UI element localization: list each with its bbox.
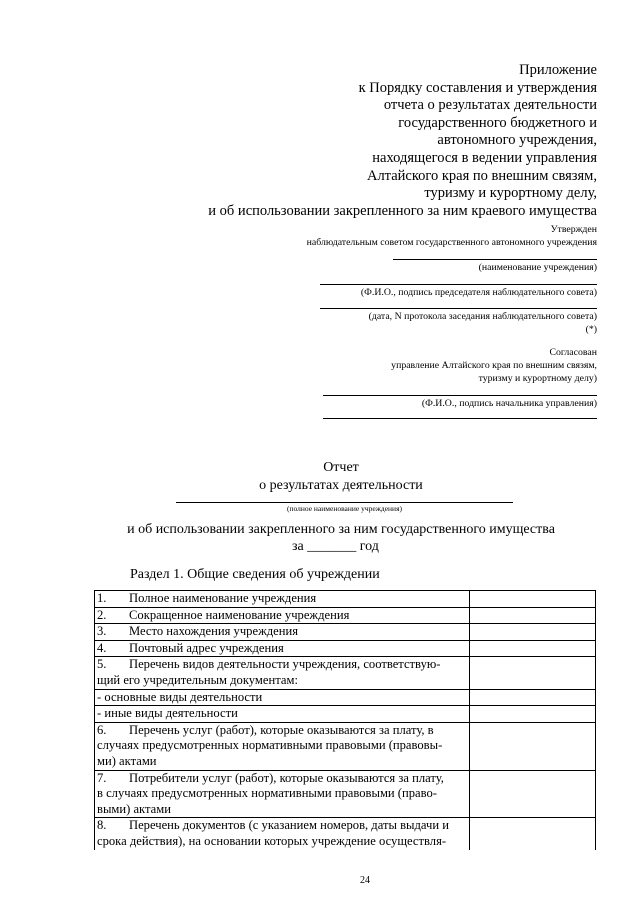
approved-label: Утвержден (550, 224, 597, 235)
appendix-line: туризму и курортному делу, (424, 185, 597, 202)
row-number: 4. (97, 640, 107, 655)
table-cell (95, 770, 470, 818)
table-cell (95, 818, 470, 850)
row-label-cont: в случаях предусмотренных нормативными правовыми (право- (97, 786, 437, 801)
row-label: Место нахождения учреждения (129, 624, 299, 639)
table-cell (95, 624, 470, 641)
row-label-cont: случаях предусмотренных нормативными правовыми (правовы- (97, 738, 443, 753)
signature-line (320, 308, 597, 309)
table-row (95, 770, 596, 818)
report-subtitle: о результатах деятельности (259, 478, 423, 493)
table-value-cell (470, 818, 596, 850)
table-cell (95, 640, 470, 657)
row-number: 8. (97, 818, 107, 833)
row-number: 3. (97, 624, 107, 639)
table-row (95, 657, 596, 689)
table-value-cell (470, 657, 596, 689)
appendix-line: Алтайского края по внешним связям, (366, 167, 597, 184)
table-value-cell (470, 591, 596, 608)
row-label: Потребители услуг (работ), которые оказываются за плату, (129, 770, 444, 785)
table-value-cell (470, 607, 596, 624)
row-label: Сокращенное наименование учреждения (129, 607, 350, 622)
section-title: Раздел 1. Общие сведения об учреждении (130, 567, 380, 582)
appendix-line: находящегося в ведении управления (372, 149, 597, 166)
row-number: 1. (97, 591, 107, 605)
row-label: - иные виды деятельности (97, 706, 238, 721)
row-number: 6. (97, 722, 107, 737)
table-cell (95, 607, 470, 624)
agreed-by-line2: туризму и курортному делу) (478, 373, 597, 384)
row-label: Полное наименование учреждения (129, 591, 317, 605)
table-value-cell (470, 706, 596, 723)
appendix-line: государственного бюджетного и (398, 114, 597, 131)
appendix-line: Приложение (519, 62, 597, 78)
table-value-cell (470, 722, 596, 770)
table-value-cell (470, 624, 596, 641)
agreed-label: Согласован (549, 347, 597, 358)
table-row (95, 624, 596, 641)
row-number: 2. (97, 607, 107, 622)
row-number: 7. (97, 770, 107, 785)
row-label-cont: срока действия), на основании которых учреждение осуществля- (97, 833, 447, 848)
table-value-cell (470, 640, 596, 657)
appendix-line: автономного учреждения, (437, 132, 597, 149)
appendix-header (177, 62, 597, 220)
row-label: Перечень документов (с указанием номеров, даты выдачи и (129, 818, 449, 833)
table-cell (95, 706, 470, 723)
row-label: Перечень видов деятельности учреждения, соответствую- (129, 657, 441, 672)
row-label: Перечень услуг (работ), которые оказываются за плату, в (129, 722, 434, 737)
table-row (95, 591, 596, 608)
period-blank: _______ (307, 539, 357, 554)
table-value-cell (470, 689, 596, 706)
fullname-caption: (полное наименование учреждения) (286, 504, 403, 513)
report-title: Отчет (323, 460, 359, 475)
table-row (95, 818, 596, 850)
appendix-line: и об использовании закрепленного за ним краевого имущества (208, 202, 597, 219)
row-label-cont: щий его учредительным документам: (97, 672, 298, 687)
table-row (95, 706, 596, 723)
row-label: - основные виды деятельности (97, 689, 263, 704)
row-label-cont: ми) актами (97, 753, 157, 768)
protocol-caption: (дата, N протокола заседания наблюдательного совета) (368, 311, 597, 322)
signature-line (320, 284, 597, 285)
table-value-cell (470, 770, 596, 818)
row-label: Почтовый адрес учреждения (129, 640, 284, 655)
appendix-line: к Порядку составления и утверждения (358, 79, 597, 96)
table-cell (95, 591, 470, 608)
appendix-line: отчета о результатах деятельности (383, 97, 597, 114)
chair-caption: (Ф.И.О., подпись председателя наблюдательного совета) (360, 287, 597, 298)
report-period (292, 539, 379, 555)
agreed-by-line1: управление Алтайского края по внешним связям, (391, 360, 597, 371)
period-prefix: за (292, 539, 304, 554)
signature-line (323, 395, 597, 396)
general-info-table (94, 590, 596, 850)
approved-by-text: наблюдательным советом государственного автономного учреждения (306, 237, 597, 248)
row-number: 5. (97, 657, 107, 672)
fullname-line (176, 502, 513, 503)
table-row (95, 722, 596, 770)
table-row (95, 607, 596, 624)
table-cell (95, 722, 470, 770)
asterisk-note: (*) (585, 324, 597, 335)
property-line: и об использовании закрепленного за ним государственного имущества (127, 522, 555, 537)
signature-line (323, 418, 597, 419)
table-row (95, 689, 596, 706)
row-label-cont: выми) актами (97, 801, 171, 816)
table-cell (95, 657, 470, 689)
page-number: 24 (360, 875, 370, 886)
table-row (95, 640, 596, 657)
period-suffix: год (359, 539, 379, 554)
institution-caption: (наименование учреждения) (478, 262, 597, 273)
signature-line (393, 259, 597, 260)
head-caption: (Ф.И.О., подпись начальника управления) (421, 398, 597, 409)
table-cell (95, 689, 470, 706)
